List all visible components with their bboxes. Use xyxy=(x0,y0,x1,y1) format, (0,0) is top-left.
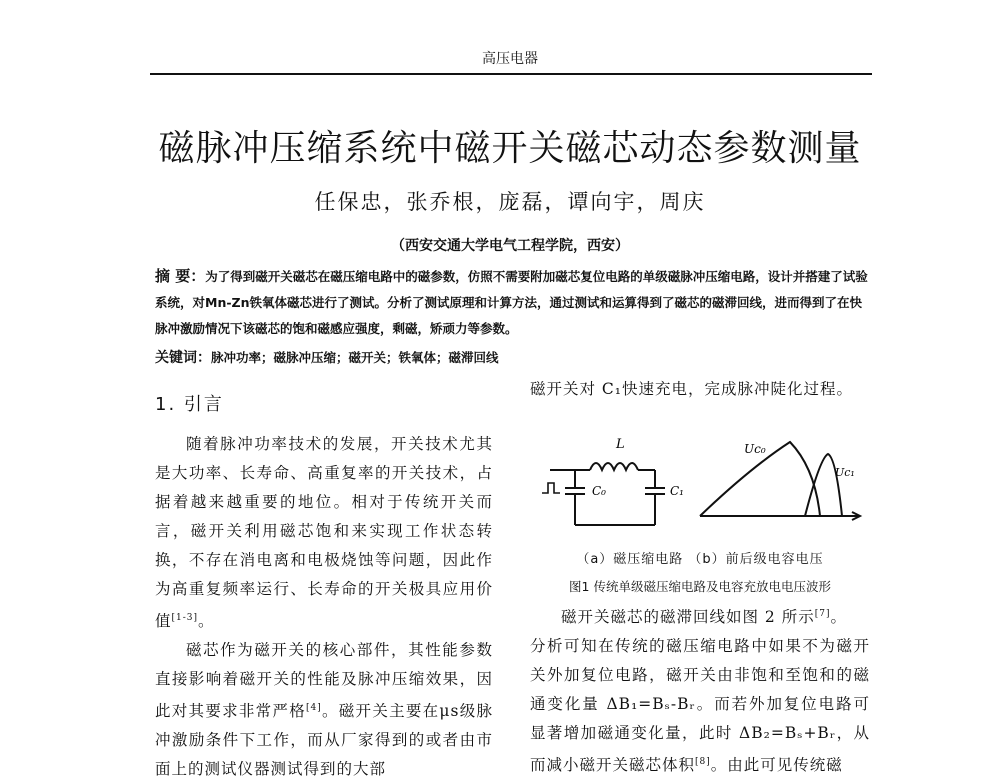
right-paragraph-2: 分析可知在传统的磁压缩电路中如果不为磁开关外加复位电路，磁开关由非饱和至饱和的磁通变化量 ΔB₁=Bₛ-Bᵣ。而若外加复位电路可显著增加磁通变化量，此时 ΔB₂=Bₛ+Bᵣ，从而减小磁开关磁芯体积[8]。由此可见传统磁 xyxy=(530,637,870,775)
label-c1: C₁ xyxy=(670,484,684,498)
waveform-uc1 xyxy=(805,454,842,516)
right-column xyxy=(530,600,870,780)
c0-plates xyxy=(565,488,585,494)
abstract-label: 摘 要： xyxy=(155,267,206,285)
label-uc0: Uc₀ xyxy=(744,442,766,456)
label-c0: C₀ xyxy=(592,484,606,498)
right-column-top-line: 磁开关对 C₁快速充电，完成脉冲陡化过程。 xyxy=(530,380,854,398)
label-inductor: L xyxy=(616,437,625,452)
citation: [1-3] xyxy=(171,613,199,623)
abstract-text: 为了得到磁开关磁芯在磁压缩电路中的磁参数，仿照不需要附加磁芯复位电路的单级磁脉冲压缩电路，设计并搭建了试验系统，对Mn-Zn铁氧体磁芯进行了测试。分析了测试原理和计算方法，通过测试和运算得到了磁芯的磁滞回线，进而得到了在快脉冲激励情况下该磁芯的饱和磁感应强度，剩磁，矫顽力等参数。 xyxy=(155,269,868,336)
right-paragraph-1: 磁开关磁芯的磁滞回线如图 2 所示[7]。 xyxy=(561,608,847,627)
citation: [4] xyxy=(305,703,322,714)
intro-paragraph-1: 随着脉冲功率技术的发展，开关技术尤其是大功率、长寿命、高重复率的开关技术，占据着越来越重要的地位。相对于传统开关而言，磁开关利用磁芯饱和来实现工作状态转换，不存在消电离和电极烧蚀等问题，因此作为高重复频率运行、长寿命的开关极具应用价值[1-3]。 xyxy=(155,435,493,631)
journal-header: 高压电器 xyxy=(482,51,538,67)
keywords xyxy=(155,347,870,367)
affiliation: （西安交通大学电气工程学院，西安） xyxy=(391,238,629,254)
capacitor-voltage-waveforms xyxy=(700,442,860,520)
citation: [7] xyxy=(814,609,831,619)
figure-1 xyxy=(530,428,870,558)
figure-subcaptions: （a）磁压缩电路 （b）前后级电容电压 xyxy=(576,552,824,567)
section-heading-intro: 1. 引言 xyxy=(155,394,224,415)
inductor-coil xyxy=(590,463,638,470)
keywords-label: 关键词： xyxy=(155,350,211,366)
paper-title: 磁脉冲压缩系统中磁开关磁芯动态参数测量 xyxy=(158,128,862,169)
label-uc1: Uc₁ xyxy=(835,466,855,479)
intro-paragraph-2: 磁芯作为磁开关的核心部件，其性能参数直接影响着磁开关的性能及脉冲压缩效果，因此对其要求非常严格[4]。磁开关主要在μs级脉冲激励条件下工作，而从厂家得到的或者由市面上的测试仪器测试得到的大部 xyxy=(155,641,493,779)
left-column xyxy=(155,430,493,784)
paper-authors: 任保忠，张乔根，庞磊，谭向宇，周庆 xyxy=(314,190,706,214)
abstract xyxy=(155,263,870,342)
figure-caption: 图1 传统单级磁压缩电路及电容充放电电压波形 xyxy=(569,579,831,594)
header-rule xyxy=(150,73,872,75)
citation: [8] xyxy=(695,757,711,768)
c1-plates xyxy=(645,488,665,494)
pulse-source-icon xyxy=(542,483,560,493)
keywords-text: 脉冲功率；磁脉冲压缩；磁开关；铁氧体；磁滞回线 xyxy=(211,350,499,365)
